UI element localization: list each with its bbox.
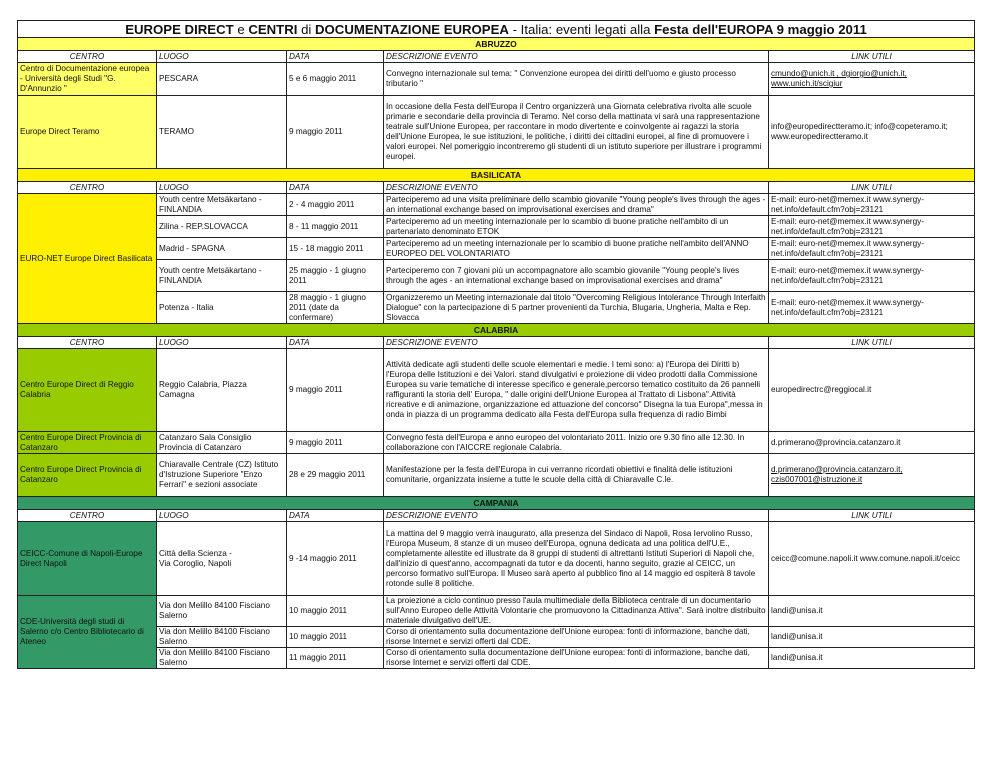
link-cell[interactable]: d.primerano@provincia.catanzaro.it [769, 432, 975, 454]
region-row-campania [18, 497, 975, 510]
descrizione-cell: Attività dedicate agli studenti delle scuole elementari e medie. I temi sono: a) l'Europa dei Diritti b) l'Europa delle Istituzioni e dei Valori. stand divulgativi e proiezione dii video prodotti dalla Commissione Europea su varie tematiche di interesse specifico e generale,percorso tematico costituito da 26 pannelli raffiguranti la storia dell' Europa, " dalle origini dell'Unione Europea al Trattato di Lisbona".Attività ricreative e di animazione, organizzazione ed attuazione del concorso" Disegna la tua Europa",messa in onda in piazza di un programma dedicato alla Festa dell'Europa sulla frequenza di radio Bimbi [384, 349, 769, 432]
data-cell: 10 maggio 2011 [287, 596, 384, 627]
luogo-cell: Reggio Calabria, Piazza Camagna [157, 349, 287, 432]
col-header-descrizione: DESCRIZIONE EVENTO [384, 182, 769, 194]
descrizione-cell: La mattina del 9 maggio verrà inaugurato, alla presenza del Sindaco di Napoli, Rosa Iervolino Russo, l'Europa Museum, 8 stanze di un museo dell'Europa, ognuna dedicata ad una politica dell'U.E., completamente allestite ed illustrate da 8 gruppi di studenti di altrettanti Istituti Superiori di Napoli che, dall'inizio di quest'anno, accompagnati da tutor e da docenti, hanno seguito, grazie al CEICC, un percorso formativo sull'Europa. Il Museo sarà aperto al pubblico fino al 14 maggio ed ospiterà 8 tavole rotonde sulle 8 politiche. [384, 522, 769, 596]
data-cell: 9 -14 maggio 2011 [287, 522, 384, 596]
title-part: di [297, 21, 316, 37]
descrizione-cell: Parteciperemo ad un meeting internazionale per lo scambio di buone pratiche nell'ambito dell'ANNO EUROPEO DEL VOLONTARIATO [384, 238, 769, 260]
col-header-luogo: LUOGO [157, 51, 287, 63]
link-cell[interactable]: E-mail: euro-net@memex.it www.synergy-net.info/default.cfm?obj=23121 [769, 238, 975, 260]
col-header-descrizione: DESCRIZIONE EVENTO [384, 51, 769, 63]
email-link[interactable]: czis007001@istruzione.it [771, 475, 863, 484]
data-cell: 9 maggio 2011 [287, 349, 384, 432]
title-part: - Italia: eventi legati alla [508, 21, 655, 37]
table-row [18, 216, 975, 238]
link-cell[interactable]: E-mail: euro-net@memex.it www.synergy-net.info/default.cfm?obj=23121 [769, 194, 975, 216]
data-cell: 9 maggio 2011 [287, 96, 384, 169]
table-row [18, 63, 975, 96]
table-row [18, 238, 975, 260]
table-row [18, 648, 975, 669]
col-header-data: DATA [287, 337, 384, 349]
link-cell[interactable]: landi@unisa.it [769, 648, 975, 669]
luogo-cell: Madrid - SPAGNA [157, 238, 287, 260]
region-name-campania: CAMPANIA [18, 497, 975, 510]
luogo-cell: Youth centre Metsäkartano - FINLANDIA [157, 260, 287, 292]
data-cell: 8 - 11 maggio 2011 [287, 216, 384, 238]
centro-cell: Centro Europe Direct di Reggio Calabria [18, 349, 157, 432]
centro-cell: CEICC-Comune di Napoli-Europe Direct Napoli [18, 522, 157, 596]
table-row [18, 596, 975, 627]
table-row [18, 96, 975, 169]
link-cell[interactable]: landi@unisa.it [769, 596, 975, 627]
data-cell: 5 e 6 maggio 2011 [287, 63, 384, 96]
col-header-centro: CENTRO [18, 510, 157, 522]
link-cell[interactable]: landi@unisa.it [769, 627, 975, 648]
descrizione-cell: Convegno festa dell'Europa e anno europeo del volontariato 2011. Inizio ore 9.30 fino alle 12.30. In collaborazione con l'AICCRE regionale Calabria. [384, 432, 769, 454]
link-cell[interactable]: europedirectrc@reggiocal.it [769, 349, 975, 432]
centro-cell: Centro Europe Direct Provincia di Catanzaro [18, 454, 157, 497]
email-link[interactable]: cmundo@unich.it , dgiorgio@unich.it, [771, 69, 907, 78]
descrizione-cell: Convegno internazionale sul tema: " Convenzione europea dei diritti dell'uomo e giusto processo tributario " [384, 63, 769, 96]
col-header-luogo: LUOGO [157, 182, 287, 194]
region-row-abruzzo [18, 38, 975, 51]
luogo-cell: Città della Scienza - Via Coroglio, Napoli [157, 522, 287, 596]
centro-cell: Centro di Documentazione europea - Università degli Studi "G. D'Annunzio " [18, 63, 157, 96]
events-table [17, 20, 975, 669]
col-header-luogo: LUOGO [157, 510, 287, 522]
title-part: e [233, 21, 249, 37]
link-cell [769, 63, 975, 96]
link-cell[interactable]: ceicc@comune.napoli.it www.comune.napoli.it/ceicc [769, 522, 975, 596]
descrizione-cell: Corso di orientamento sulla documentazione dell'Unione europea: fonti di informazione, banche dati, risorse Internet e servizi offerti dal CDE. [384, 627, 769, 648]
table-row [18, 627, 975, 648]
col-header-centro: CENTRO [18, 182, 157, 194]
header-row [18, 337, 975, 349]
descrizione-cell: La proiezione a ciclo continuo presso l'aula multimediale della Biblioteca centrale di un documentario sull'Anno Europeo delle Attività Volontarie che promuovono la Cittadinanza Attiva". Sarà inoltre distribuito materiale divulgativo dell'UE. [384, 596, 769, 627]
table-row [18, 454, 975, 497]
table-row [18, 349, 975, 432]
luogo-cell: Youth centre Metsäkartano - FINLANDIA [157, 194, 287, 216]
region-row-calabria [18, 324, 975, 337]
centro-cell: CDE-Università degli studi di Salerno c/o Centro Bibliotecario di Ateneo [18, 596, 157, 669]
region-row-basilicata [18, 169, 975, 182]
web-link[interactable]: www.unich.it/scigiur [771, 79, 843, 88]
col-header-descrizione: DESCRIZIONE EVENTO [384, 510, 769, 522]
centro-cell: Centro Europe Direct Provincia di Catanzaro [18, 432, 157, 454]
link-cell [769, 454, 975, 497]
region-name-abruzzo: ABRUZZO [18, 38, 975, 51]
luogo-cell: Potenza - Italia [157, 292, 287, 324]
descrizione-cell: Manifestazione per la festa dell'Europa in cui verranno ricordati obiettivi e finalità delle istituzioni comunitarie, organizzata insieme a tutte le scuole della città di Chiaravalle C.le. [384, 454, 769, 497]
descrizione-cell: Parteciperemo con 7 giovani più un accompagnatore allo scambio giovanile "Young people's lives through the ages - an international exchange based on improvisational exercises and drama" [384, 260, 769, 292]
col-header-luogo: LUOGO [157, 337, 287, 349]
data-cell: 28 maggio - 1 giugno 2011 (date da confermare) [287, 292, 384, 324]
col-header-centro: CENTRO [18, 337, 157, 349]
header-row [18, 182, 975, 194]
title-part: DOCUMENTAZIONE EUROPEA [315, 21, 509, 37]
page-title [18, 21, 975, 38]
descrizione-cell: Corso di orientamento sulla documentazione dell'Unione europea: fonti di informazione, banche dati, risorse Internet e servizi offerti dal CDE. [384, 648, 769, 669]
descrizione-cell: Parteciperemo ad una visita preliminare dello scambio giovanile "Young people's lives through the ages - an international exchange based on improvisational exercises and drama" [384, 194, 769, 216]
title-part: Festa dell'EUROPA 9 maggio 2011 [654, 21, 867, 37]
link-cell[interactable]: E-mail: euro-net@memex.it www.synergy-net.info/default.cfm?obj=23121 [769, 216, 975, 238]
header-row [18, 51, 975, 63]
luogo-cell: Via don Melillo 84100 Fisciano Salerno [157, 648, 287, 669]
col-header-link: LINK UTILI [769, 510, 975, 522]
title-row [18, 21, 975, 38]
link-cell[interactable]: info@europedirectteramo.it; info@copeteramo.it; www.europedirectteramo.it [769, 96, 975, 169]
data-cell: 11 maggio 2011 [287, 648, 384, 669]
luogo-cell: Zilina - REP.SLOVACCA [157, 216, 287, 238]
col-header-data: DATA [287, 182, 384, 194]
region-name-calabria: CALABRIA [18, 324, 975, 337]
data-cell: 2 - 4 maggio 2011 [287, 194, 384, 216]
table-row [18, 432, 975, 454]
col-header-descrizione: DESCRIZIONE EVENTO [384, 337, 769, 349]
centro-cell: Europe Direct Teramo [18, 96, 157, 169]
table-row [18, 260, 975, 292]
data-cell: 15 - 18 maggio 2011 [287, 238, 384, 260]
title-part: EUROPE DIRECT [125, 21, 234, 37]
col-header-data: DATA [287, 51, 384, 63]
table-row [18, 522, 975, 596]
luogo-cell: PESCARA [157, 63, 287, 96]
descrizione-cell: Parteciperemo ad un meeting internazionale per lo scambio di buone pratiche nell'ambito di un partenariato denominato ETOK [384, 216, 769, 238]
luogo-cell: Catanzaro Sala Consiglio Provincia di Catanzaro [157, 432, 287, 454]
centro-cell: EURO-NET Europe Direct Basilicata [18, 194, 157, 324]
data-cell: 25 maggio - 1 giugno 2011 [287, 260, 384, 292]
events-sheet [17, 20, 974, 669]
descrizione-cell: In occasione della Festa dell'Europa il Centro organizzerà una Giornata celebrativa rivolta alle scuole primarie e secondarie della provincia di Teramo. Nel corso della mattinata vi sarà una rappresentazione teatrale sull'Unione Europea, per raccontare in modo divertente e coinvolgente ai ragazzi la storia dell'Unione Europea, le sue istituzioni, le politiche, i diritti dei cittadini europei, al fine di promuovere i valori europei. Nel pomeriggio incontreremo gli studenti di un istituto superiore per illustrare i programmi europei. [384, 96, 769, 169]
title-part: CENTRI [248, 21, 298, 37]
header-row [18, 510, 975, 522]
luogo-cell: Via don Melillo 84100 Fisciano Salerno [157, 627, 287, 648]
descrizione-cell: Organizzeremo un Meeting internazionale dal titolo "Overcoming Religious Intolerance Through Interfaith Dialogue" con la partecipazione di 5 partner provenienti da Turchia, Blugaria, Ungheria, Malta e Rep. Slovacca [384, 292, 769, 324]
data-cell: 10 maggio 2011 [287, 627, 384, 648]
table-row [18, 194, 975, 216]
luogo-cell: TERAMO [157, 96, 287, 169]
col-header-centro: CENTRO [18, 51, 157, 63]
link-cell[interactable]: E-mail: euro-net@memex.it www.synergy-net.info/default.cfm?obj=23121 [769, 260, 975, 292]
col-header-data: DATA [287, 510, 384, 522]
luogo-cell: Via don Melillo 84100 Fisciano Salerno [157, 596, 287, 627]
data-cell: 28 e 29 maggio 2011 [287, 454, 384, 497]
col-header-link: LINK UTILI [769, 51, 975, 63]
email-link[interactable]: d.primerano@provincia.catanzaro.it, [771, 465, 903, 474]
region-name-basilicata: BASILICATA [18, 169, 975, 182]
col-header-link: LINK UTILI [769, 337, 975, 349]
table-row [18, 292, 975, 324]
col-header-link: LINK UTILI [769, 182, 975, 194]
link-cell[interactable]: E-mail: euro-net@memex.it www.synergy-net.info/default.cfm?obj=23121 [769, 292, 975, 324]
luogo-cell: Chiaravalle Centrale (CZ) Istituto d'Istruzione Superiore "Enzo Ferrari" e sezioni associate [157, 454, 287, 497]
data-cell: 9 maggio 2011 [287, 432, 384, 454]
